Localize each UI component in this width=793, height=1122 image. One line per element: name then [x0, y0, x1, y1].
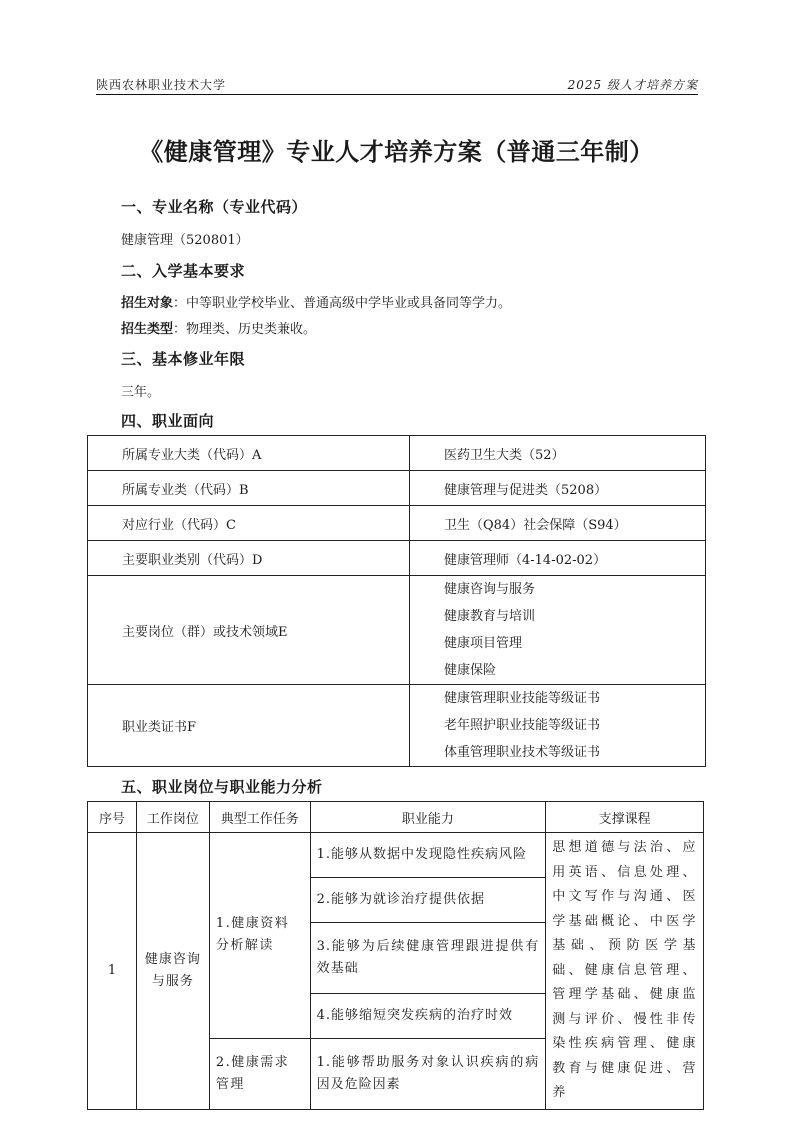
career-value: 卫生（Q84）社会保障（S94） [410, 506, 706, 541]
career-value: 体重管理职业技术等级证书 [444, 745, 601, 760]
column-header-courses: 支撑课程 [546, 802, 704, 833]
career-key: 职业类证书F [88, 685, 410, 767]
career-value: 健康管理职业技能等级证书 [444, 691, 601, 706]
admission-type: 招生类型：物理类、历史类兼收。 [121, 322, 317, 337]
typical-task: 2.健康需求管理 [209, 1038, 310, 1109]
duration-text: 三年。 [121, 385, 161, 400]
typical-task: 1.健康资料分析解读 [209, 833, 310, 1039]
table-header-row [88, 802, 704, 833]
ability-item: 3.能够为后续健康管理跟进提供有效基础 [310, 922, 546, 993]
table-row [88, 576, 706, 685]
table-row [88, 833, 704, 878]
university-name: 陕西农林职业技术大学 [96, 78, 227, 92]
row-index: 1 [88, 833, 137, 1110]
table-row [88, 506, 706, 541]
career-value-list [410, 685, 706, 767]
career-value: 健康咨询与服务 [444, 582, 536, 597]
section-heading-ability: 五、职业岗位与职业能力分析 [121, 778, 323, 796]
table-row [88, 436, 706, 471]
page-header [96, 76, 698, 95]
career-key: 主要岗位（群）或技术领域E [88, 576, 410, 685]
table-row [88, 541, 706, 576]
support-courses: 思想道德与法治、应用英语、信息处理、中文写作与沟通、医学基础概论、中医学基础、预防医学基础、健康信息管理、管理学基础、健康监测与评价、慢性非传染性疾病管理、健康教育与健康促进、营养 [546, 833, 704, 1110]
career-orientation-table [87, 435, 706, 767]
career-key: 主要职业类别（代码）D [88, 541, 410, 576]
admission-target: 招生对象：中等职业学校毕业、普通高级中学毕业或具备同等学力。 [121, 296, 512, 311]
section-heading-major-name: 一、专业名称（专业代码） [121, 198, 308, 216]
career-value: 医药卫生大类（52） [410, 436, 706, 471]
table-row [88, 685, 706, 767]
ability-analysis-table [87, 801, 704, 1110]
table-row [88, 471, 706, 506]
career-value-list [410, 576, 706, 685]
career-value: 健康保险 [444, 663, 497, 678]
admission-type-label: 招生类型 [121, 322, 174, 337]
admission-type-text: 物理类、历史类兼收。 [186, 322, 317, 337]
career-key: 所属专业大类（代码）A [88, 436, 410, 471]
ability-item: 4.能够缩短突发疾病的治疗时效 [310, 993, 546, 1038]
document-series: 2025 级人才培养方案 [567, 78, 698, 92]
work-position: 健康咨询与服务 [136, 833, 209, 1110]
section-heading-career: 四、职业面向 [121, 412, 215, 430]
column-header-position: 工作岗位 [136, 802, 209, 833]
column-header-ability: 职业能力 [310, 802, 546, 833]
column-header-task: 典型工作任务 [209, 802, 310, 833]
section-heading-admission: 二、入学基本要求 [121, 262, 246, 280]
major-name-code: 健康管理（520801） [121, 233, 249, 248]
admission-target-label: 招生对象 [121, 296, 174, 311]
ability-item: 2.能够为就诊治疗提供依据 [310, 877, 546, 922]
column-header-index: 序号 [88, 802, 137, 833]
career-key: 对应行业（代码）C [88, 506, 410, 541]
career-value: 健康项目管理 [444, 636, 523, 651]
career-key: 所属专业类（代码）B [88, 471, 410, 506]
career-value: 健康管理师（4-14-02-02） [410, 541, 706, 576]
career-value: 健康教育与培训 [444, 609, 536, 624]
career-value: 健康管理与促进类（5208） [410, 471, 706, 506]
page-title: 《健康管理》专业人才培养方案（普通三年制） [139, 137, 654, 166]
ability-item: 1.能够帮助服务对象认识疾病的病因及危险因素 [310, 1038, 546, 1109]
section-heading-duration: 三、基本修业年限 [121, 350, 246, 368]
admission-target-text: 中等职业学校毕业、普通高级中学毕业或具备同等学力。 [186, 296, 512, 311]
ability-item: 1.能够从数据中发现隐性疾病风险 [310, 833, 546, 878]
career-value: 老年照护职业技能等级证书 [444, 718, 601, 733]
